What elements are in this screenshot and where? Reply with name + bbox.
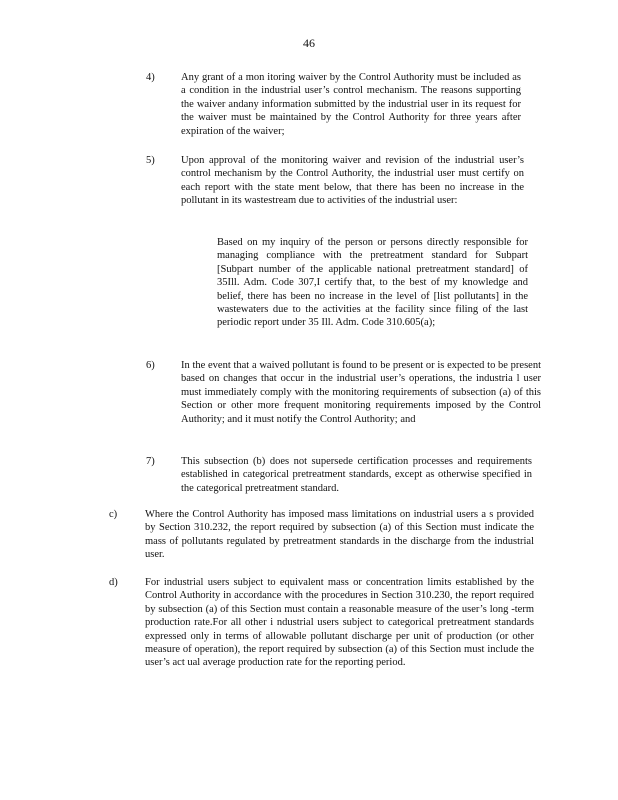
item-text: Where the Control Authority has imposed mass limitations on industrial users a s provided by Section 310.232, the report required by subsection (a) of this Section must indicate the mass of pollutants regulated by pretreatment standards in the discharge from the industrial user. xyxy=(145,509,534,561)
item-text: For industrial users subject to equivalent mass or concentration limits established by the Control Authority in accordance with the procedures in Section 310.230, the report required by subsection (a) of this Section must contain a reasonable measure of the user’s long -term production rate.For all other i ndustrial users subject to categorical pretreatment standards expressed only in terms of allowable pollutant discharge per unit of production (or other measure of operation), the report required by subsection (a) of this Section must include the user’s act ual average production rate for the reporting period. xyxy=(145,577,534,669)
certification-quote: Based on my inquiry of the person or persons directly responsible for managing compliance with the pretreatment standard for Subpart [Subpart number of the applicable national pretreatment standard] of 35Ill. Adm. Code 307,I certify that, to the best of my knowledge and belief, there has been no increase in the level of [list pollutants] in the wastewaters due to the activities at the facility since filing of the last periodic report under 35 Ill. Adm. Code 310.605(a); xyxy=(217,237,528,329)
item-label: d) xyxy=(109,577,118,588)
page-number: 46 xyxy=(303,36,315,50)
item-label: 5) xyxy=(146,155,155,166)
item-text: Any grant of a mon itoring waiver by the Control Authority must be included as a condition in the industrial user’s control mechanism. The reasons supporting the waiver andany information submitted by the industrial user in its request for the waiver must be maintained by the Control Authority for three years after expiration of the waiver; xyxy=(181,72,521,137)
item-label: c) xyxy=(109,509,118,520)
item-text: In the event that a waived pollutant is found to be present or is expected to be present based on changes that occur in the industrial user’s operations, the industria l user must immediately comply with the monitoring requirements of subsection (a) of this Section or other more frequent monitoring requirements imposed by the Control Authority; and it must notify the Control Authority; and xyxy=(181,360,541,425)
item-text: Upon approval of the monitoring waiver and revision of the industrial user’s control mechanism by the Control Authority, the industrial user must certify on each report with the state ment below, that there has been no increase in the pollutant in its wastestream due to activities of the industrial user: xyxy=(181,155,524,207)
item-label: 7) xyxy=(146,456,155,467)
item-text: This subsection (b) does not supersede certification processes and requirements established in categorical pretreatment standards, except as otherwise specified in the categorical pretreatment standard. xyxy=(181,456,532,494)
item-label: 4) xyxy=(146,72,155,83)
item-label: 6) xyxy=(146,360,155,371)
